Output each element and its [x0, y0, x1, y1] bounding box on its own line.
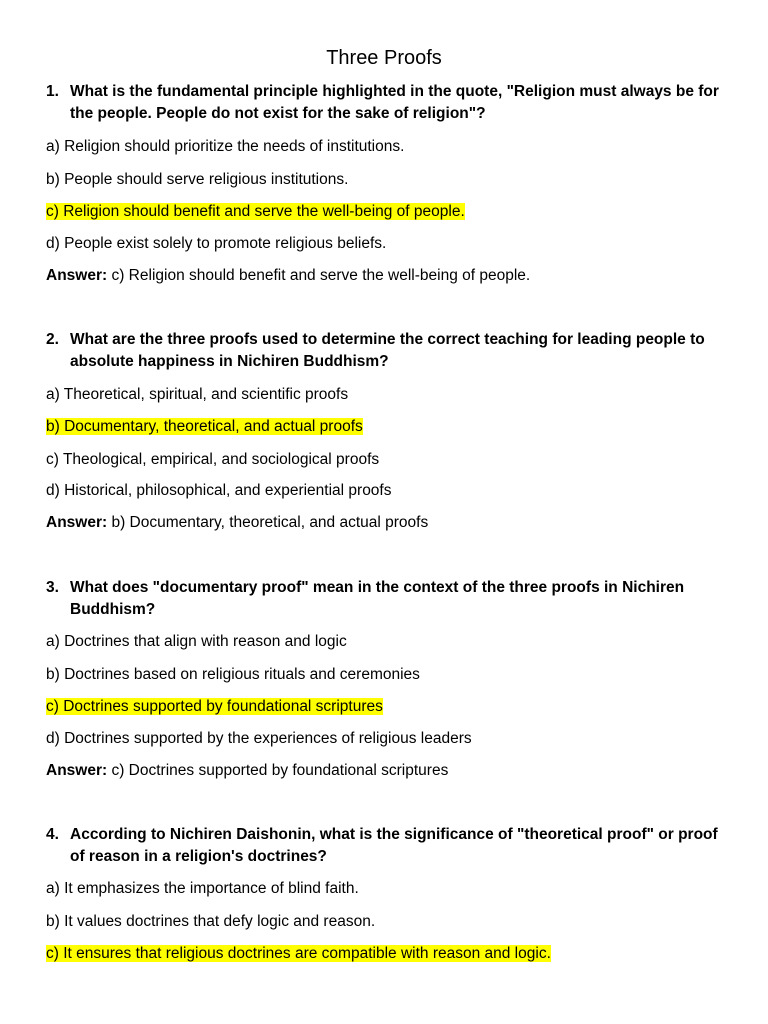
option-d: [46, 233, 386, 255]
option-text: b) Documentary, theoretical, and actual proofs: [46, 418, 363, 435]
option-b-highlighted: [46, 416, 363, 438]
option-a: [46, 384, 348, 406]
option-c-highlighted: [46, 696, 383, 718]
option-text: d) People exist solely to promote religious beliefs.: [46, 235, 387, 252]
option-text: d) Historical, philosophical, and experiential proofs: [46, 482, 392, 499]
answer-line: [46, 265, 530, 287]
answer-label: Answer:: [46, 514, 108, 531]
option-a: [46, 136, 404, 158]
option-a: [46, 878, 359, 900]
option-b: [46, 169, 348, 191]
question-number: 2.: [46, 331, 59, 348]
option-c-highlighted: [46, 201, 465, 223]
page-title: Three Proofs: [326, 47, 442, 69]
option-text: c) Theological, empirical, and sociological proofs: [46, 451, 380, 468]
option-c-highlighted: [46, 943, 551, 965]
question-text: According to Nichiren Daishonin, what is the significance of "theoretical proof" or proof of reason in a religion's doctrines?: [70, 826, 718, 865]
option-b: [46, 664, 420, 686]
question-text: What are the three proofs used to determine the correct teaching for leading people to absolute happiness in Nichiren Buddhism?: [70, 331, 705, 370]
option-text: a) Religion should prioritize the needs of institutions.: [46, 138, 405, 155]
option-text: a) Doctrines that align with reason and logic: [46, 633, 347, 650]
option-a: [46, 631, 347, 653]
option-c: [46, 449, 379, 471]
answer-text: b) Documentary, theoretical, and actual proofs: [107, 514, 429, 531]
option-text: c) Religion should benefit and serve the well-being of people.: [46, 203, 465, 220]
answer-line: [46, 512, 428, 534]
question-text: What is the fundamental principle highlighted in the quote, "Religion must always be for the people. People do not exist for the sake of religion"?: [70, 83, 719, 122]
option-text: b) People should serve religious institutions.: [46, 171, 349, 188]
question-2: [46, 329, 736, 373]
answer-text: c) Religion should benefit and serve the well-being of people.: [107, 267, 531, 284]
answer-line: [46, 760, 448, 782]
question-number: 3.: [46, 579, 59, 596]
question-text: What does "documentary proof" mean in the context of the three proofs in Nichiren Buddhism?: [70, 579, 685, 618]
question-4: [46, 824, 736, 868]
option-text: d) Doctrines supported by the experiences of religious leaders: [46, 730, 472, 747]
option-text: c) It ensures that religious doctrines are compatible with reason and logic.: [46, 945, 551, 962]
question-3: [46, 577, 736, 621]
option-text: c) Doctrines supported by foundational scriptures: [46, 698, 383, 715]
option-b: [46, 911, 375, 933]
answer-label: Answer:: [46, 267, 108, 284]
option-text: b) Doctrines based on religious rituals and ceremonies: [46, 666, 420, 683]
question-number: 4.: [46, 826, 59, 843]
question-1: [46, 81, 736, 125]
option-d: [46, 480, 392, 502]
answer-label: Answer:: [46, 762, 108, 779]
answer-text: c) Doctrines supported by foundational scriptures: [107, 762, 449, 779]
option-text: a) It emphasizes the importance of blind faith.: [46, 880, 359, 897]
option-text: a) Theoretical, spiritual, and scientific proofs: [46, 386, 349, 403]
option-text: b) It values doctrines that defy logic and reason.: [46, 913, 376, 930]
option-d: [46, 728, 472, 750]
question-number: 1.: [46, 83, 59, 100]
